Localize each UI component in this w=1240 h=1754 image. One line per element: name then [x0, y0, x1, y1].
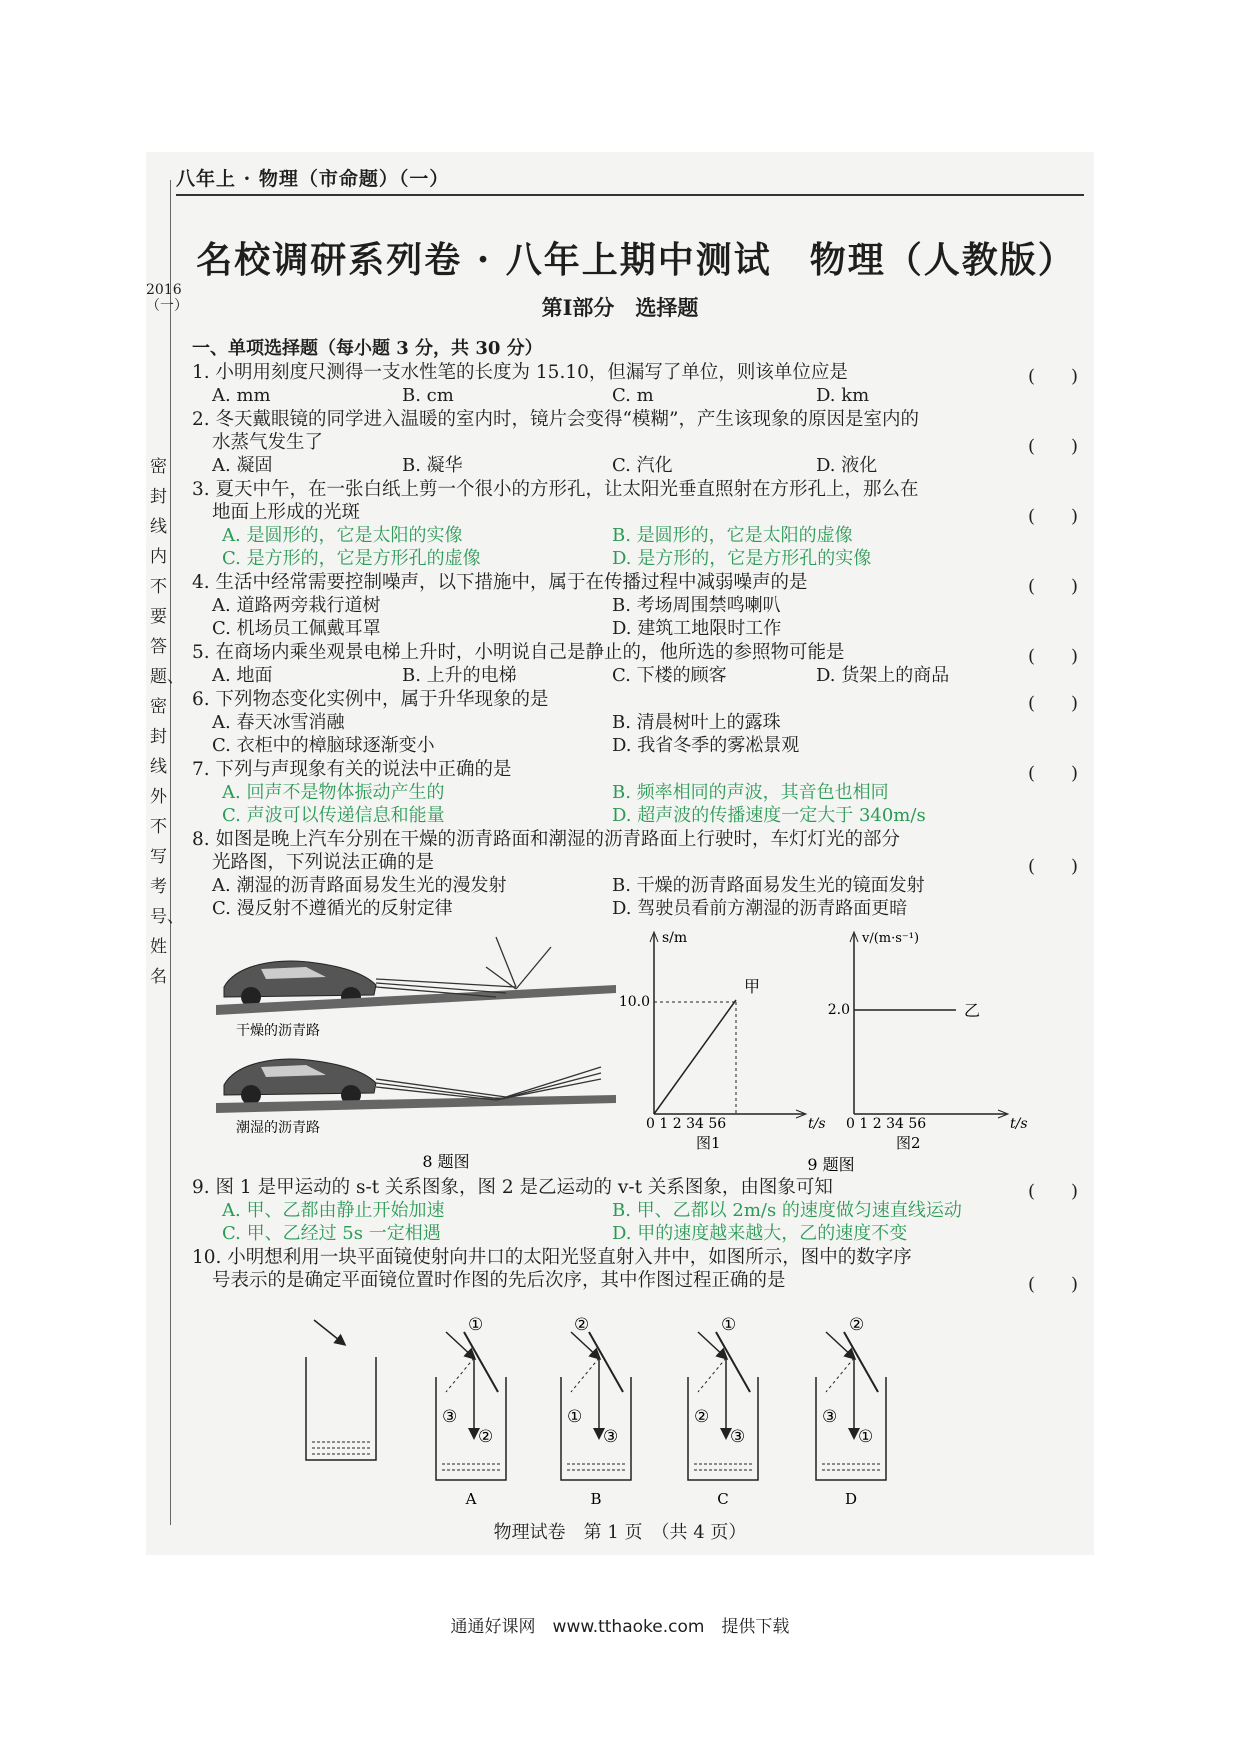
q5-option-c: C. 下楼的顾客	[612, 665, 727, 686]
well-option-b	[561, 1315, 631, 1508]
question-2-stem: 2. 冬天戴眼镜的同学进入温暖的室内时，镜片会变得“模糊”，产生该现象的原因是室内的	[192, 409, 919, 430]
q1-option-a: A. mm	[212, 385, 271, 406]
g1-xlabel: t/s	[808, 1116, 826, 1132]
g1-ylabel: s/m	[662, 930, 688, 946]
answer-paren: ( )	[1027, 506, 1078, 527]
q7-option-d: D. 超声波的传播速度一定大于 340m/s	[612, 805, 926, 826]
q2-option-d: D. 液化	[816, 455, 878, 476]
figure-10	[296, 1292, 1056, 1507]
fig10-c-step1: ①	[721, 1315, 737, 1335]
well-option-d	[816, 1315, 886, 1508]
fig10-c-step2: ②	[694, 1407, 710, 1427]
well-original	[306, 1320, 376, 1460]
q4-option-d: D. 建筑工地限时工作	[612, 618, 782, 639]
part-heading: 第Ⅰ部分 选择题	[541, 295, 699, 320]
q9-option-d: D. 甲的速度越来越大，乙的速度不变	[612, 1223, 908, 1244]
fig10-b-step3: ③	[603, 1427, 619, 1447]
figure-8	[206, 927, 626, 1172]
figure-9	[618, 922, 1036, 1174]
q1-option-c: C. m	[612, 385, 654, 406]
g2-xlabel: t/s	[1010, 1116, 1028, 1132]
fig10-a-step2: ②	[478, 1427, 494, 1447]
answer-paren: ( )	[1027, 763, 1078, 784]
question-3-stem-cont: 地面上形成的光斑	[212, 502, 361, 523]
side-year: 2016（一）	[146, 282, 188, 314]
fig10-c-step3: ③	[730, 1427, 746, 1447]
q2-option-a: A. 凝固	[212, 455, 273, 476]
fig10-a-step3: ③	[442, 1407, 458, 1427]
graph-2	[828, 931, 1028, 1152]
q6-option-b: B. 清晨树叶上的露珠	[612, 712, 781, 733]
q9-option-a: A. 甲、乙都由静止开始加速	[222, 1200, 445, 1221]
answer-paren: ( )	[1027, 646, 1078, 667]
section-heading: 一、单项选择题（每小题 3 分，共 30 分）	[192, 338, 543, 359]
answer-paren: ( )	[1027, 366, 1078, 387]
fig10-label-c: C	[717, 1490, 729, 1508]
question-7-stem: 7. 下列与声现象有关的说法中正确的是	[192, 759, 512, 780]
question-8-stem: 8. 如图是晚上汽车分别在干燥的沥青路面和潮湿的沥青路面上行驶时，车灯灯光的部分	[192, 829, 901, 850]
page-title: 名校调研系列卷 · 八年上期中测试 物理（人教版）	[196, 239, 1076, 281]
fig10-a-step1: ①	[468, 1315, 484, 1335]
well-option-c	[688, 1315, 758, 1508]
question-10-stem-cont: 号表示的是确定平面镜位置时作图的先后次序，其中作图过程正确的是	[212, 1270, 786, 1291]
question-3-stem: 3. 夏天中午，在一张白纸上剪一个很小的方形孔，让太阳光垂直照射在方形孔上，那么在	[192, 479, 919, 500]
figure-9-caption: 9 题图	[807, 1155, 855, 1174]
question-8-stem-cont: 光路图，下列说法正确的是	[212, 852, 435, 873]
dry-light-rays	[376, 937, 551, 997]
q3-option-c: C. 是方形的，它是方形孔的虚像	[222, 548, 481, 569]
g2-series-label: 乙	[964, 1001, 981, 1020]
figure-8-caption: 8 题图	[422, 1152, 470, 1171]
g1-series-label: 甲	[744, 977, 761, 996]
g1-name: 图1	[696, 1134, 721, 1152]
wet-road-label: 潮湿的沥青路	[236, 1120, 320, 1136]
g1-series-line	[654, 1000, 736, 1114]
q5-option-b: B. 上升的电梯	[402, 665, 517, 686]
q9-option-b: B. 甲、乙都以 2m/s 的速度做匀速直线运动	[612, 1200, 962, 1221]
q9-option-c: C. 甲、乙经过 5s 一定相遇	[222, 1223, 441, 1244]
fig10-label-d: D	[844, 1490, 858, 1508]
q3-option-a: A. 是圆形的，它是太阳的实像	[222, 525, 463, 546]
page-footer: 物理试卷 第 1 页 （共 4 页）	[493, 1522, 747, 1543]
g2-xticks: 0 1 2 34 56	[846, 1116, 927, 1132]
site-credit: 通通好课网 www.tthaoke.com 提供下载	[450, 1617, 790, 1637]
answer-paren: ( )	[1027, 576, 1078, 597]
question-10-stem: 10. 小明想利用一块平面镜使射向井口的太阳光竖直射入井中，如图所示，图中的数字序	[192, 1247, 912, 1268]
q3-option-d: D. 是方形的，它是方形孔的实像	[612, 548, 872, 569]
q2-option-b: B. 凝华	[402, 455, 463, 476]
q4-option-a: A. 道路两旁栽行道树	[212, 595, 381, 616]
page-header: 八年上 · 物理（市命题）（一）	[176, 168, 450, 190]
exam-page	[146, 152, 1094, 1555]
q1-option-d: D. km	[816, 385, 870, 406]
q4-option-c: C. 机场员工佩戴耳罩	[212, 618, 381, 639]
question-4-stem: 4. 生活中经常需要控制噪声，以下措施中，属于在传播过程中减弱噪声的是	[192, 572, 808, 593]
q7-option-c: C. 声波可以传递信息和能量	[222, 805, 445, 826]
question-5-stem: 5. 在商场内乘坐观景电梯上升时，小明说自己是静止的，他所选的参照物可能是	[192, 642, 845, 663]
g1-ytick: 10.0	[618, 994, 650, 1010]
q7-option-b: B. 频率相同的声波，其音色也相同	[612, 782, 889, 803]
car-wet-icon	[224, 1059, 376, 1105]
fig10-b-step1: ①	[567, 1407, 583, 1427]
seal-notice: 密封线内不要答题、密封线外不写考号、姓名	[150, 457, 184, 987]
g2-name: 图2	[896, 1134, 921, 1152]
wet-road	[216, 1095, 616, 1113]
fig10-b-step2: ②	[574, 1315, 590, 1335]
answer-paren: ( )	[1027, 1274, 1078, 1295]
q7-option-a: A. 回声不是物体振动产生的	[222, 782, 445, 803]
wet-light-rays	[376, 1067, 601, 1100]
q6-option-d: D. 我省冬季的雾凇景观	[612, 735, 800, 756]
question-6-stem: 6. 下列物态变化实例中，属于升华现象的是	[192, 689, 549, 710]
q8-option-d: D. 驾驶员看前方潮湿的沥青路面更暗	[612, 898, 908, 919]
q5-option-a: A. 地面	[212, 665, 273, 686]
g1-xticks: 0 1 2 34 56	[646, 1116, 727, 1132]
q6-option-a: A. 春天冰雪消融	[212, 712, 345, 733]
dry-road-label: 干燥的沥青路	[236, 1023, 320, 1039]
fig10-d-step2: ②	[849, 1315, 865, 1335]
header-rule	[176, 194, 1084, 196]
g2-ytick: 2.0	[827, 1002, 850, 1018]
fig10-label-b: B	[590, 1490, 602, 1508]
q8-option-a: A. 潮湿的沥青路面易发生光的漫发射	[212, 875, 507, 896]
q5-option-d: D. 货架上的商品	[816, 665, 950, 686]
question-2-stem-cont: 水蒸气发生了	[212, 432, 324, 453]
question-1-stem: 1. 小明用刻度尺测得一支水性笔的长度为 15.10，但漏写了单位，则该单位应是	[192, 362, 848, 383]
answer-paren: ( )	[1027, 1181, 1078, 1202]
q3-option-b: B. 是圆形的，它是太阳的虚像	[612, 525, 853, 546]
q8-option-c: C. 漫反射不遵循光的反射定律	[212, 898, 453, 919]
question-9-stem: 9. 图 1 是甲运动的 s-t 关系图象，图 2 是乙运动的 v-t 关系图象，由图象可知	[192, 1177, 833, 1198]
q4-option-b: B. 考场周围禁鸣喇叭	[612, 595, 781, 616]
answer-paren: ( )	[1027, 693, 1078, 714]
fig10-d-step1: ①	[858, 1427, 874, 1447]
q8-option-b: B. 干燥的沥青路面易发生光的镜面发射	[612, 875, 925, 896]
well-option-a	[436, 1315, 506, 1508]
q6-option-c: C. 衣柜中的樟脑球逐渐变小	[212, 735, 435, 756]
graph-1	[619, 930, 826, 1152]
q2-option-c: C. 汽化	[612, 455, 673, 476]
seal-line	[170, 180, 171, 1525]
fig10-d-step3: ③	[822, 1407, 838, 1427]
answer-paren: ( )	[1027, 856, 1078, 877]
fig10-label-a: A	[465, 1490, 477, 1508]
answer-paren: ( )	[1027, 436, 1078, 457]
q1-option-b: B. cm	[402, 385, 454, 406]
g2-ylabel: v/(m·s⁻¹)	[862, 931, 920, 946]
